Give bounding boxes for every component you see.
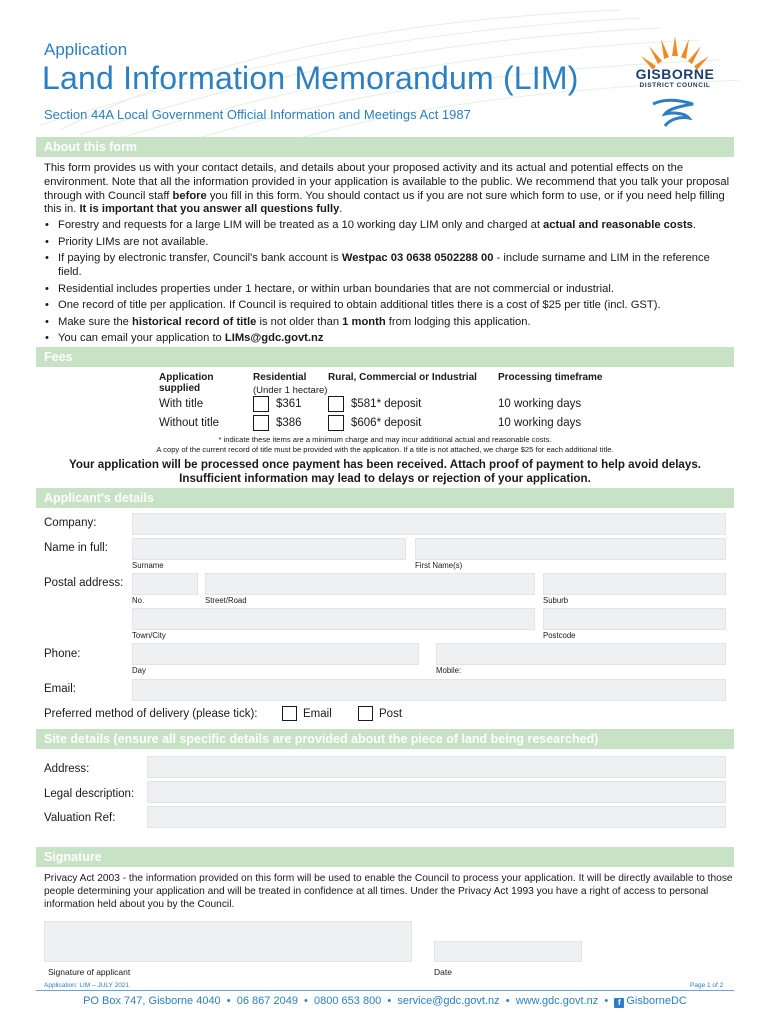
street-field[interactable] [205, 573, 535, 595]
rural-with-title-checkbox[interactable] [328, 396, 344, 412]
signature-section-header [36, 847, 734, 867]
facebook-icon: f [614, 998, 624, 1008]
suburb-caption: Suburb [543, 596, 569, 605]
fee-residential-value: $361 [276, 398, 302, 410]
fees-col-residential-sub: (Under 1 hectare) [253, 385, 328, 396]
signature-caption: Signature of applicant [48, 967, 131, 977]
intro-text: This form provides us with your contact details, and details about your proposed activity and its actual and potential effects on the environment. Note that all the information provided in your application is available to the public. We recommend that you talk your proposal through with Council staff [44, 162, 730, 202]
day-caption: Day [132, 666, 146, 675]
footer-contact: PO Box 747, Gisborne 4040 • 06 867 2049 • 0800 653 800 • service@gdc.govt.nz • www.gdc.govt.nz • f GisborneDC [83, 995, 687, 1007]
delivery-post-checkbox[interactable] [358, 706, 373, 721]
site-heading: Site details (ensure all specific details are provided about the piece of land being researched) [44, 732, 599, 746]
page-number: Page 1 of 2 [690, 982, 724, 989]
about-bullet-list [44, 219, 734, 349]
town-caption: Town/City [132, 631, 166, 640]
intro-text-end: . [339, 203, 343, 216]
intro-bold-important: It is important that you answer all questions fully [79, 203, 340, 216]
email-label: Email: [44, 683, 76, 695]
surname-caption: Surname [132, 561, 164, 570]
name-label: Name in full: [44, 542, 108, 554]
date-caption: Date [434, 967, 452, 977]
bullet-item: • Forestry and requests for a large LIM will be treated as a 10 working day LIM only and charged at actual and reasonable costs. [44, 219, 734, 233]
residential-with-title-checkbox[interactable] [253, 396, 269, 412]
fees-heading: Fees [44, 350, 73, 364]
site-address-field[interactable] [147, 756, 726, 778]
fees-col-rural: Rural, Commercial or Industrial [328, 372, 477, 383]
delivery-email-checkbox[interactable] [282, 706, 297, 721]
applicant-section-header [36, 488, 734, 508]
delivery-post-label: Post [379, 708, 403, 720]
applicant-heading: Applicant's details [44, 491, 154, 505]
fee-timeframe: 10 working days [498, 417, 582, 429]
signature-heading: Signature [44, 850, 102, 864]
payment-warning: Your application will be processed once payment has been received. Attach proof of payment to help avoid delays. [68, 458, 701, 471]
fee-rural-value: $581* deposit [351, 398, 422, 410]
postcode-field[interactable] [543, 608, 726, 630]
residential-without-title-checkbox[interactable] [253, 415, 269, 431]
act-reference: Section 44A Local Government Official Information and Meetings Act 1987 [44, 107, 471, 122]
logo-subtitle: DISTRICT COUNCIL [639, 82, 711, 89]
no-caption: No. [132, 596, 145, 605]
fees-col-residential: Residential [253, 372, 307, 383]
postal-label: Postal address: [44, 577, 124, 589]
valuation-field[interactable] [147, 806, 726, 828]
surname-field[interactable] [132, 538, 406, 560]
delivery-label: Preferred method of delivery (please tick): [44, 708, 258, 720]
postal-number-field[interactable] [132, 573, 198, 595]
footer-freephone: 0800 653 800 [314, 995, 382, 1007]
fees-section-header [36, 347, 734, 367]
address-label: Address: [44, 763, 90, 775]
fee-residential-value: $386 [276, 417, 302, 429]
footer-phone: 06 867 2049 [236, 995, 298, 1007]
legal-description-field[interactable] [147, 781, 726, 803]
fee-rural-value: $606* deposit [351, 417, 422, 429]
intro-bold-before: before [172, 189, 207, 202]
bullet-item: • Make sure the historical record of title is not older than 1 month from lodging this application. [44, 316, 734, 330]
phone-label: Phone: [44, 648, 81, 660]
page-title: Land Information Memorandum (LIM) [42, 60, 579, 96]
fee-row-label: With title [159, 398, 204, 410]
legal-description-label: Legal description: [44, 788, 135, 800]
first-names-field[interactable] [415, 538, 726, 560]
company-label: Company: [44, 517, 97, 529]
footer-address: PO Box 747, Gisborne 4040 [83, 995, 221, 1007]
footer-social-link[interactable]: GisborneDC [626, 995, 687, 1007]
privacy-statement: Privacy Act 2003 - the information provided on this form will be used to enable the Council to process your application. It will be directly available to those people determining your application and will be treated in confidence at all times. Under the Privacy Act 1993 you have a right of access to personal information held about you by the Council. [44, 873, 733, 910]
about-intro [44, 162, 734, 217]
application-label: Application [44, 40, 128, 59]
footer-divider [36, 990, 734, 991]
town-field[interactable] [132, 608, 535, 630]
bullet-item: • Priority LIMs are not available. [44, 236, 734, 250]
fee-timeframe: 10 working days [498, 398, 582, 410]
postcode-caption: Postcode [543, 631, 576, 640]
fee-row-label: Without title [159, 417, 220, 429]
council-logo [625, 34, 725, 130]
fees-note-minimum: * indicate these items are a minimum charge and may incur additional actual and reasonable costs. [218, 435, 552, 444]
form-code: Application: LIM – JULY 2021 [44, 982, 130, 989]
suburb-field[interactable] [543, 573, 726, 595]
mobile-caption: Mobile: [436, 666, 462, 675]
rural-without-title-checkbox[interactable] [328, 415, 344, 431]
first-names-caption: First Name(s) [415, 561, 463, 570]
valuation-label: Valuation Ref: [44, 812, 116, 824]
bullet-item: • One record of title per application. If Council is required to obtain additional titles there is a cost of $25 per title (incl. GST). [44, 299, 734, 313]
insufficient-warning: Insufficient information may lead to delays or rejection of your application. [179, 472, 591, 485]
intro-text-mid: you fill in this form. You should contact us if you are not sure which form to use, or if you need help filling this in. [44, 189, 725, 216]
about-heading: About this form [44, 140, 138, 154]
phone-day-field[interactable] [132, 643, 419, 665]
footer-email-link[interactable]: service@gdc.govt.nz [397, 995, 500, 1007]
site-section-header [36, 729, 734, 749]
fees-col-application: Application supplied [159, 372, 214, 394]
fees-col-processing: Processing timeframe [498, 372, 603, 383]
logo-name: GISBORNE [635, 66, 715, 82]
fees-note-title: A copy of the current record of title must be provided with the application. If a title is not attached, we charge $25 for each additional title. [156, 445, 614, 454]
delivery-email-label: Email [303, 708, 332, 720]
about-section-header [36, 137, 734, 157]
bullet-item: • Residential includes properties under 1 hectare, or within urban boundaries that are not commercial or industrial. [44, 283, 734, 297]
bullet-item: • You can email your application to LIMs@gdc.govt.nz [44, 332, 734, 346]
phone-mobile-field[interactable] [436, 643, 726, 665]
email-field[interactable] [132, 679, 726, 701]
footer-web-link[interactable]: www.gdc.govt.nz [515, 995, 599, 1007]
street-caption: Street/Road [205, 596, 247, 605]
company-field[interactable] [132, 513, 726, 535]
date-field[interactable] [434, 941, 582, 962]
signature-field[interactable] [44, 921, 412, 962]
bullet-item: • If paying by electronic transfer, Council's bank account is Westpac 03 0638 0502288 00 - include surname and LIM in the reference field. [44, 252, 734, 280]
